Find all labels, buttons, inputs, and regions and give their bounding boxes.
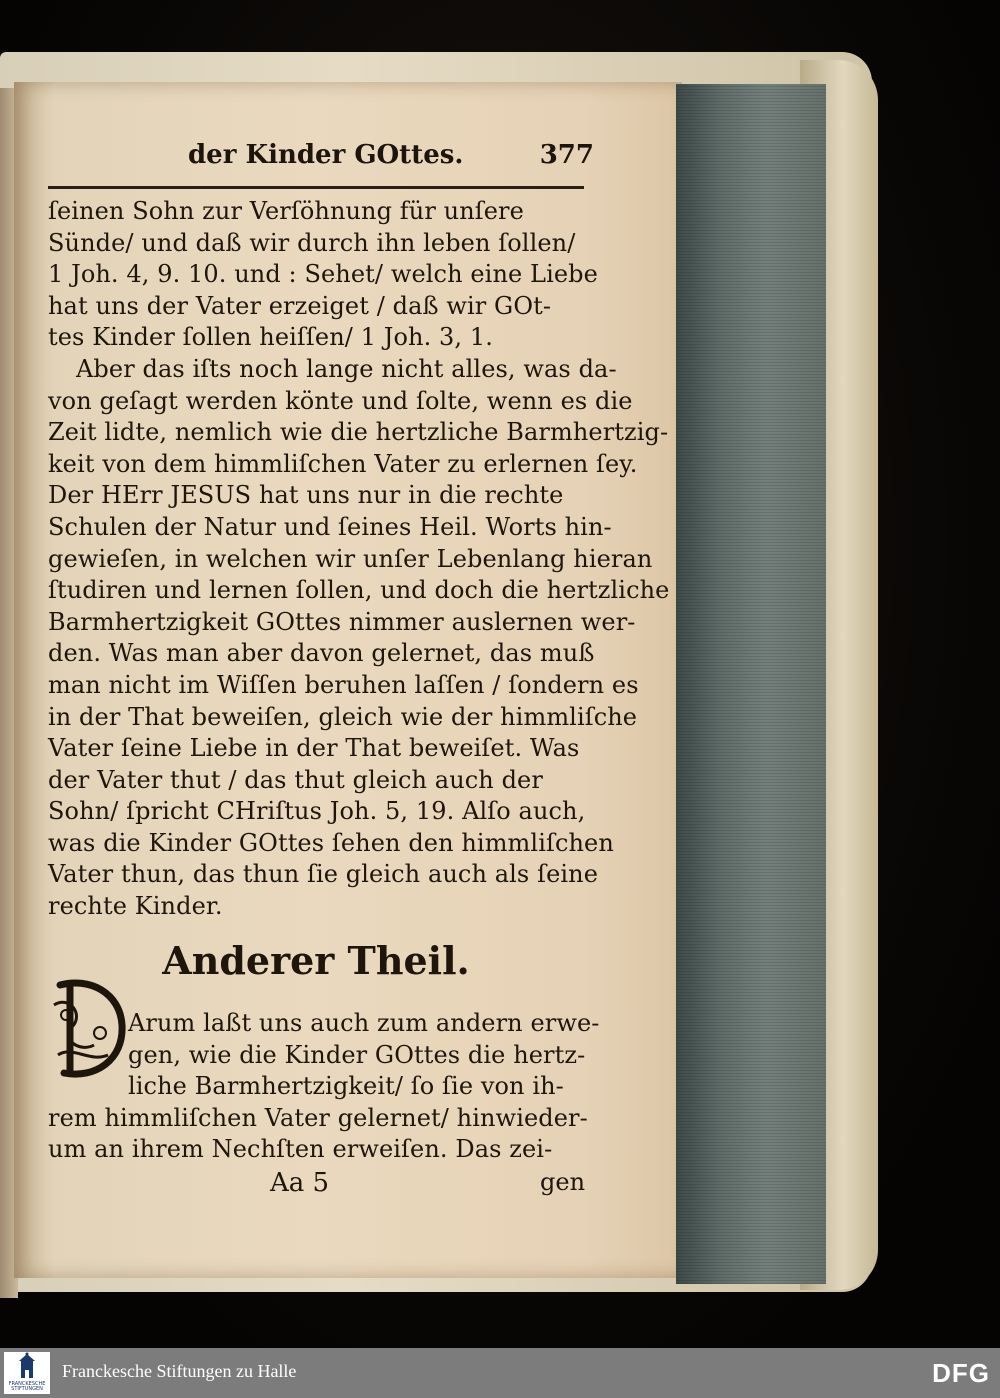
page-number: 377 [539, 140, 594, 170]
viewer-footer [0, 1348, 1000, 1398]
text-line: ſeinen Sohn zur Verſöhnung für unſere [48, 197, 524, 225]
text-line: Zeit lidte, nemlich wie die hertzliche Barmhertzig- [48, 418, 669, 447]
text-line: 1 Joh. 4, 9. 10. und : Sehet/ welch eine Liebe [48, 260, 598, 289]
text-line: Schulen der Natur und ſeines Heil. Worts hin- [48, 512, 612, 541]
text-line: Der HErr JESUS hat uns nur in die rechte [48, 481, 564, 510]
text-line: tes Kinder ſollen heiſſen/ 1 Joh. 3, 1. [48, 323, 493, 352]
text-line: rem himmliſchen Vater gelernet/ hinwieder- [48, 1103, 588, 1132]
text-line: Aber das iſts noch lange nicht alles, was da- [76, 354, 617, 383]
body-text [48, 196, 670, 923]
text-line: der Vater thut / das thut gleich auch der [48, 765, 543, 794]
signature-mark: Aa 5 [270, 1168, 330, 1198]
text-line: den. Was man aber davon gelernet, das muß [48, 639, 595, 668]
running-title: der Kinder GOttes. [188, 140, 464, 170]
text-line: Sohn/ ſpricht CHriſtus Joh. 5, 19. Alſo auch, [48, 797, 586, 826]
dfg-logo[interactable]: DFG [932, 1358, 990, 1388]
text-line: ſtudiren und lernen ſollen, und doch die hertzliche [48, 576, 670, 605]
text-line: um an ihrem Nechſten erweiſen. Das zei- [48, 1135, 553, 1164]
text-line: man nicht im Wiſſen beruhen laſſen / ſondern es [48, 670, 639, 699]
logo-caption: FRANCKESCHE STIFTUNGEN [8, 1381, 46, 1392]
text-line: gewieſen, in welchen wir unſer Lebenlang hieran [48, 544, 653, 573]
institution-logo[interactable] [4, 1352, 50, 1394]
text-line: Sünde/ und daß wir durch ihn leben ſollen/ [48, 228, 576, 257]
catchword: gen [540, 1168, 586, 1196]
text-line: was die Kinder GOttes ſehen den himmliſchen [48, 828, 614, 857]
text-line: Vater ſeine Liebe in der That beweiſet. Was [48, 734, 580, 763]
text-line: rechte Kinder. [48, 892, 223, 921]
text-line: liche Barmhertzigkeit/ ſo ſie von ih- [128, 1072, 564, 1101]
text-line: Arum laßt uns auch zum andern erwe- [128, 1009, 600, 1037]
institution-name[interactable]: Franckesche Stiftungen zu Halle [62, 1361, 297, 1381]
text-line: gen, wie die Kinder GOttes die hertz- [128, 1040, 586, 1069]
text-line: in der That beweiſen, gleich wie der himmliſche [48, 702, 638, 731]
section-two-text [48, 1008, 600, 1166]
text-line: hat uns der Vater erzeiget / daß wir GOt- [48, 291, 552, 320]
text-line: Vater thun, das thun ſie gleich auch als ſeine [48, 860, 599, 889]
fore-edge [676, 84, 826, 1284]
header-rule [48, 186, 584, 189]
text-line: Barmhertzigkeit GOttes nimmer auslernen wer- [48, 607, 636, 636]
section-heading: Anderer Theil. [162, 938, 470, 983]
running-head [48, 140, 594, 184]
orphanage-building-icon [4, 1352, 50, 1382]
text-line: von geſagt werden könte und ſolte, wenn es die [48, 386, 633, 415]
text-line: keit von dem himmliſchen Vater zu erlernen ſey. [48, 449, 638, 478]
